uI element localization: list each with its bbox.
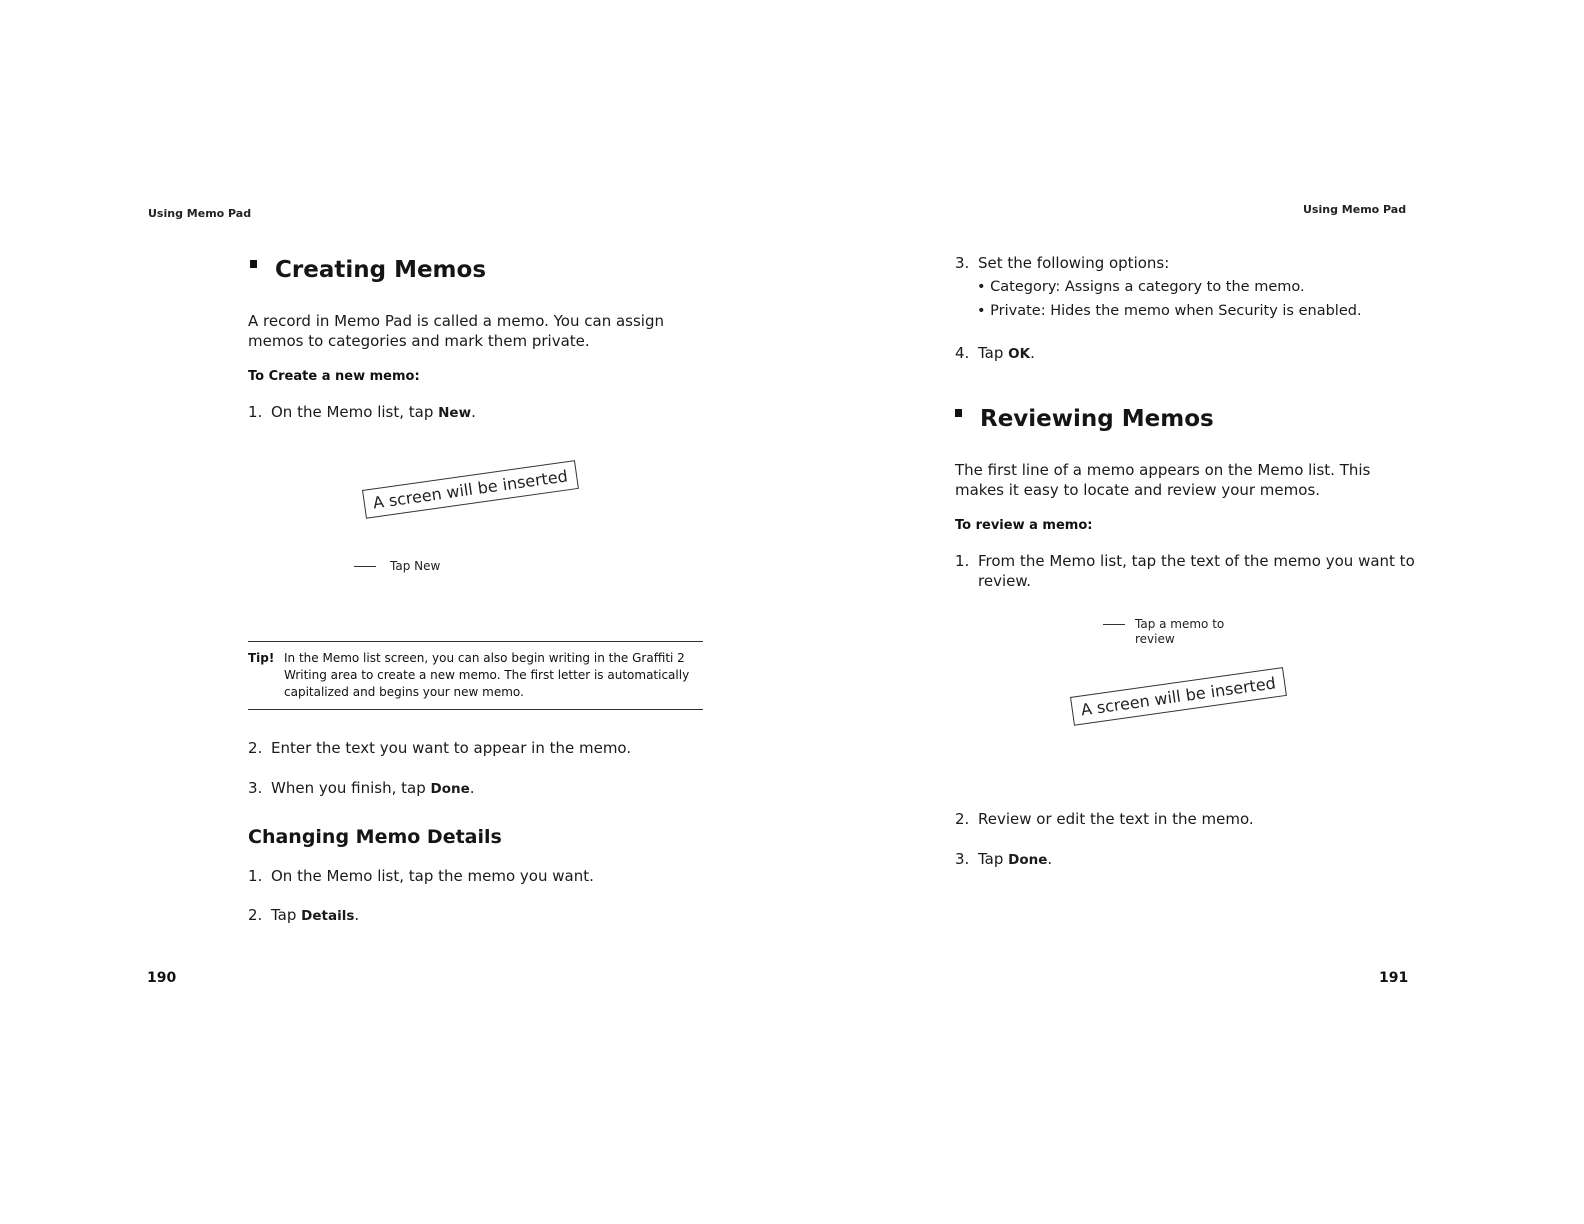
callout-tap-memo <box>1103 617 1245 647</box>
create-step-2 <box>248 739 631 757</box>
review-memo-subheading: To review a memo: <box>955 518 1093 533</box>
tip-bottom-rule <box>248 709 703 710</box>
step-number: 3. <box>248 779 263 797</box>
details-button-label: Details <box>301 908 355 924</box>
step-end: . <box>471 403 476 421</box>
option-private: • Private: Hides the memo when Security is enabled. <box>977 303 1362 319</box>
ok-button-label: OK <box>1008 346 1031 362</box>
new-button-label: New <box>438 405 472 421</box>
step-number: 2. <box>248 906 263 924</box>
creating-memos-heading <box>250 257 486 283</box>
step-end: . <box>469 779 475 797</box>
left-running-head: Using Memo Pad <box>148 207 252 220</box>
reviewing-memos-title: Reviewing Memos <box>980 406 1214 432</box>
step-text: Review or edit the text in the memo. <box>978 810 1254 828</box>
callout-line <box>1103 624 1125 647</box>
step-number: 1. <box>248 403 263 421</box>
step-number: 2. <box>248 739 263 757</box>
step-text: Tap <box>978 850 1009 868</box>
heading-bullet-icon <box>250 260 257 268</box>
callout-label: Tap New <box>390 559 441 573</box>
tip-top-rule <box>248 641 703 642</box>
heading-bullet-icon <box>955 409 962 417</box>
screen-placeholder-review: A screen will be inserted <box>1070 667 1286 726</box>
step-text: On the Memo list, tap the memo you want. <box>271 867 594 885</box>
create-step-1 <box>248 403 476 421</box>
tip-text: In the Memo list screen, you can also begin writing in the Graffiti 2 Writing area to create a new memo. The first letter is automatically capitalized and begins your new memo. <box>284 651 690 699</box>
details-step-2 <box>248 906 359 924</box>
callout-line <box>354 566 376 567</box>
step-text: When you finish, tap <box>271 779 431 797</box>
tip-label: Tip! <box>248 651 275 665</box>
changing-memo-details-heading: Changing Memo Details <box>248 826 502 848</box>
tip-box <box>248 650 703 701</box>
step-text: Enter the text you want to appear in the memo. <box>271 739 632 757</box>
step-text: Set the following options: <box>978 254 1170 272</box>
right-page-number: 191 <box>1379 970 1409 986</box>
step-end: . <box>1030 344 1035 362</box>
options-step-4 <box>955 344 1035 362</box>
review-step-1 <box>955 551 1415 591</box>
step-text: Tap <box>978 344 1009 362</box>
step-number: 3. <box>955 254 970 272</box>
options-step-3 <box>955 254 1169 272</box>
reviewing-memos-heading <box>955 406 1214 432</box>
step-number: 1. <box>955 552 970 570</box>
details-step-1 <box>248 867 594 885</box>
step-number: 2. <box>955 810 970 828</box>
screen-placeholder-new: A screen will be inserted <box>362 460 578 519</box>
step-end: . <box>1047 850 1053 868</box>
right-running-head: Using Memo Pad <box>1303 203 1407 216</box>
option-category: • Category: Assigns a category to the memo. <box>977 279 1305 295</box>
step-text: Tap <box>271 906 302 924</box>
reviewing-memos-intro: The first line of a memo appears on the Memo list. This makes it easy to locate and review your memos. <box>955 461 1371 499</box>
callout-label: Tap a memo to review <box>1135 617 1225 646</box>
step-end: . <box>354 906 360 924</box>
left-page-number: 190 <box>147 970 177 986</box>
creating-memos-intro: A record in Memo Pad is called a memo. You can assign memos to categories and mark them private. <box>248 312 664 350</box>
step-text: From the Memo list, tap the text of the memo you want to review. <box>978 552 1415 590</box>
creating-memos-title: Creating Memos <box>275 257 487 283</box>
done-button-label: Done <box>1008 852 1048 868</box>
review-step-3 <box>955 850 1052 868</box>
create-step-3 <box>248 779 475 797</box>
done-button-label: Done <box>430 781 470 797</box>
step-text: On the Memo list, tap <box>271 403 439 421</box>
step-number: 3. <box>955 850 970 868</box>
callout-tap-new <box>354 559 440 574</box>
step-number: 4. <box>955 344 970 362</box>
review-step-2 <box>955 810 1254 828</box>
create-memo-subheading: To Create a new memo: <box>248 369 420 384</box>
step-number: 1. <box>248 867 263 885</box>
